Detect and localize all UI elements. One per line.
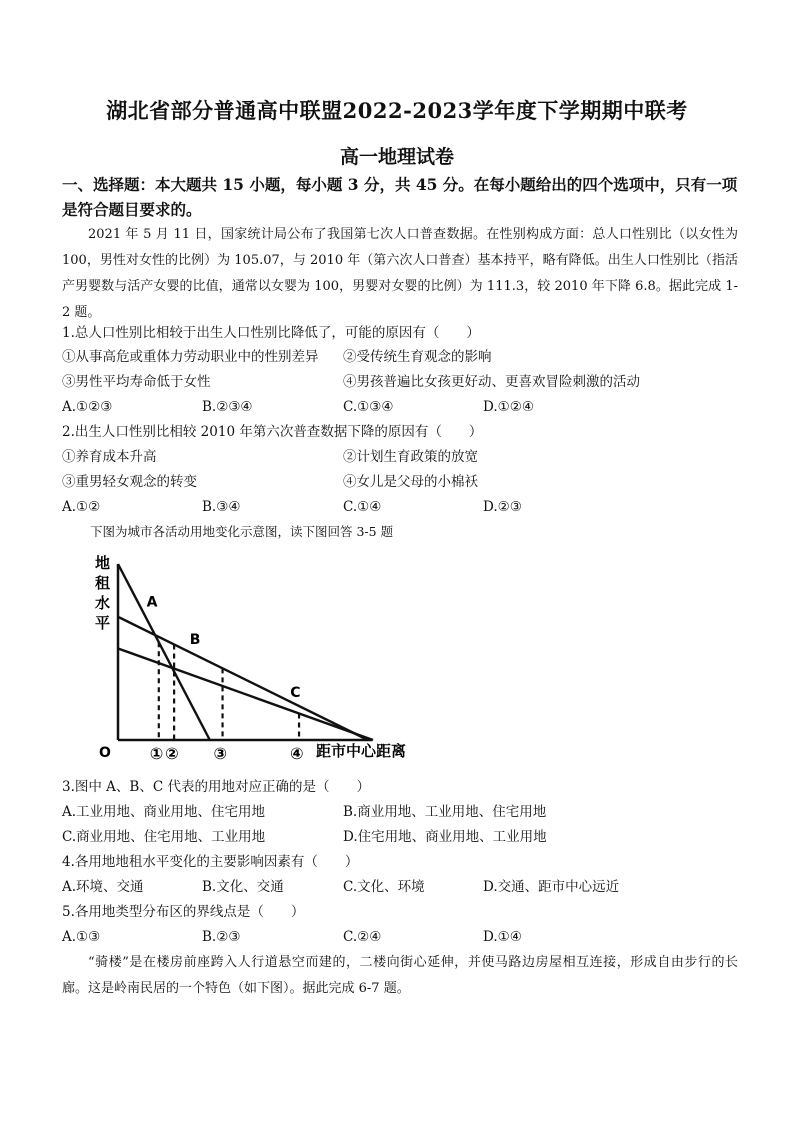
q1-option-a: A.①②③ [62,399,113,415]
q3-option-c: C.商业用地、住宅用地、工业用地 [62,829,266,845]
q3-option-d: D.住宅用地、商业用地、工业用地 [343,829,547,845]
intersection-label: ④ [290,744,304,763]
q2-option-b: B.③④ [202,499,241,515]
exam-subtitle: 高一地理试卷 [339,146,454,168]
q1-item-4: ④男孩普遍比女孩更好动、更喜欢冒险刺激的活动 [343,374,640,390]
q2-item-1: ①养育成本升高 [62,449,157,465]
series-label-b: B [189,632,201,649]
q3-stem: 3.图中 A、B、C 代表的用地对应正确的是（ ） [62,779,370,795]
q3-option-b: B.商业用地、工业用地、住宅用地 [343,804,547,820]
section-heading: 一、选择题：本大题共 15 小题，每小题 3 分，共 45 分。在每小题给出的四个选项中，只有一项是符合题目要求的。 [62,175,738,219]
series-group [118,564,373,740]
q1-item-2: ②受传统生育观念的影响 [343,349,492,365]
series-line-a [118,564,210,740]
exam-title: 湖北省部分普通高中联盟2022-2023学年度下学期期中联考 [106,98,688,123]
q3-option-a: A.工业用地、商业用地、住宅用地 [62,804,266,820]
q2-option-a: A.①② [62,499,101,515]
figure-intro: 下图为城市各活动用地变化示意图，读下图回答 3-5 题 [90,524,394,539]
q5-option-c: C.②④ [343,929,382,945]
series-line-c [118,648,373,740]
q5-option-b: B.②③ [202,929,241,945]
intersection-label: ① [149,744,164,763]
origin-label: O [99,745,111,761]
q2-item-2: ②计划生育政策的放宽 [343,449,478,465]
y-axis-label-char: 地 [95,554,111,572]
q1-item-1: ①从事高危或重体力劳动职业中的性别差异 [62,349,319,365]
q5-option-a: A.①③ [62,929,101,945]
y-axis-label-group [95,554,111,632]
y-axis-label-char: 租 [95,574,111,592]
q2-item-4: ④女儿是父母的小棉袄 [343,474,478,490]
q2-option-c: C.①④ [343,499,382,515]
q2-option-d: D.②③ [483,499,522,515]
y-axis-label-char: 平 [95,614,111,632]
q4-option-b: B.文化、交通 [202,879,284,895]
q1-option-d: D.①②④ [483,399,534,415]
q4-option-a: A.环境、交通 [62,879,144,895]
x-axis-label: 距市中心距离 [316,742,407,760]
q1-stem: 1.总人口性别比相较于出生人口性别比降低了，可能的原因有（ ） [62,325,480,341]
q2-item-3: ③重男轻女观念的转变 [62,474,197,490]
q1-item-3: ③男性平均寿命低于女性 [62,374,211,390]
y-axis-label-char: 水 [95,594,111,612]
q5-stem: 5.各用地类型分布区的界线点是（ ） [62,904,305,920]
intersection-markers [150,642,304,763]
land-rent-chart [90,548,430,766]
q5-option-d: D.①④ [483,929,522,945]
q4-option-d: D.交通、距市中心远近 [483,879,620,895]
intersection-label: ③ [213,744,228,763]
series-line-b [118,617,368,740]
passage-population: 2021 年 5 月 11 日，国家统计局公布了我国第七次人口普查数据。在性别构成方面：总人口性别比（以女性为 100，男性对女性的比例）为 105.07，与 2010 年（第六次人口普查）基本持平，略有降低。出生人口性别比（指活产男婴数与活产女婴的比值，通常以女婴为 100，男婴对女婴的比例）为 111.3，较 2010 年下降 6.8。据此完成 1-2 题。 [62,227,738,320]
intersection-label: ② [165,744,179,763]
q2-stem: 2.出生人口性别比相较 2010 年第六次普查数据下降的原因有（ ） [62,424,483,440]
series-label-a: A [146,594,158,611]
q4-stem: 4.各用地地租水平变化的主要影响因素有（ ） [62,854,359,870]
series-label-c: C [290,684,301,701]
passage-qilou: “骑楼”是在楼房前座跨入人行道悬空而建的，二楼向街心延伸，并使马路边房屋相互连接，形成自由步行的长廊。这是岭南民居的一个特色（如下图）。据此完成 6-7 题。 [62,955,738,996]
q1-option-b: B.②③④ [202,399,253,415]
q1-option-c: C.①③④ [343,399,394,415]
q4-option-c: C.文化、环境 [343,879,425,895]
